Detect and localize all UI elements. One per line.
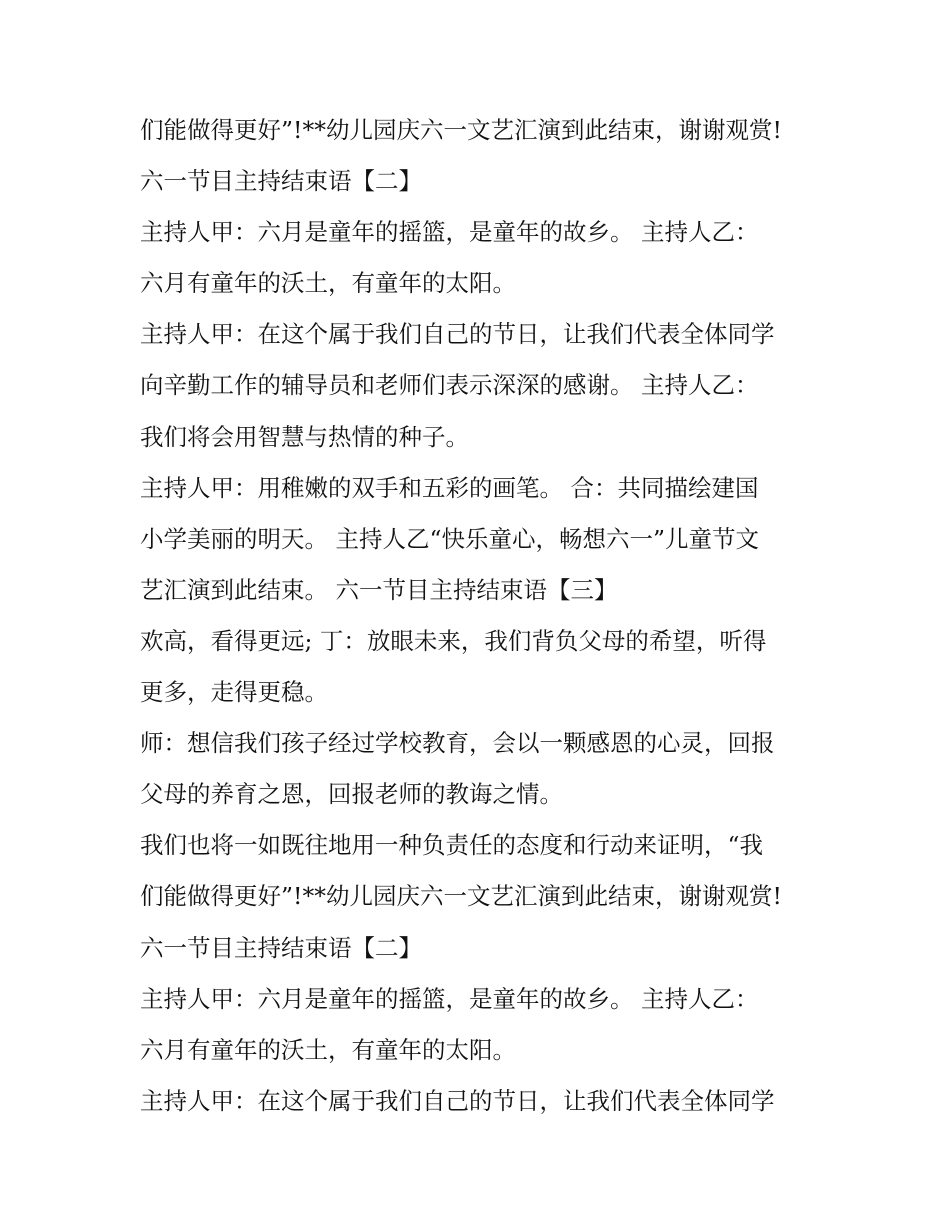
section-heading: 六一节目主持结束语【二】 [140, 933, 422, 962]
text-line: 欢高，看得更远; 丁：放眼未来，我们背负父母的希望，听得 [140, 626, 767, 655]
text-line: 主持人甲：在这个属于我们自己的节日，让我们代表全体同学 [140, 1086, 775, 1115]
text-line: 更多，走得更稳。 [140, 678, 328, 707]
text-line: 们能做得更好”!**幼儿园庆六一文艺汇演到此结束，谢谢观赏! [140, 882, 782, 911]
text-line: 向辛勤工作的辅导员和老师们表示深深的感谢。 主持人乙： [140, 371, 759, 400]
text-line: 主持人甲：在这个属于我们自己的节日，让我们代表全体同学 [140, 320, 775, 349]
text-line: 我们也将一如既往地用一种负责任的态度和行动来证明，“我 [140, 831, 764, 860]
text-line: 六月有童年的沃土，有童年的太阳。 [140, 1035, 516, 1064]
document-body [140, 105, 830, 1127]
text-line: 小学美丽的明天。 主持人乙“快乐童心，畅想六一”儿童节文 [140, 524, 759, 553]
text-line: 父母的养育之恩，回报老师的教诲之情。 [140, 780, 563, 809]
text-line: 主持人甲：用稚嫩的双手和五彩的画笔。 合：共同描绘建国 [140, 473, 759, 502]
text-line: 艺汇演到此结束。 六一节目主持结束语【三】 [140, 575, 618, 604]
text-line: 我们将会用智慧与热情的种子。 [140, 422, 469, 451]
text-line: 六月有童年的沃土，有童年的太阳。 [140, 269, 516, 298]
text-line: 主持人甲：六月是童年的摇篮，是童年的故乡。 主持人乙： [140, 984, 759, 1013]
section-heading: 六一节目主持结束语【二】 [140, 167, 422, 196]
text-line: 师：想信我们孩子经过学校教育，会以一颗感恩的心灵，回报 [140, 729, 775, 758]
text-line: 主持人甲：六月是童年的摇篮，是童年的故乡。 主持人乙： [140, 218, 759, 247]
text-line: 们能做得更好”!**幼儿园庆六一文艺汇演到此结束，谢谢观赏! [140, 116, 782, 144]
